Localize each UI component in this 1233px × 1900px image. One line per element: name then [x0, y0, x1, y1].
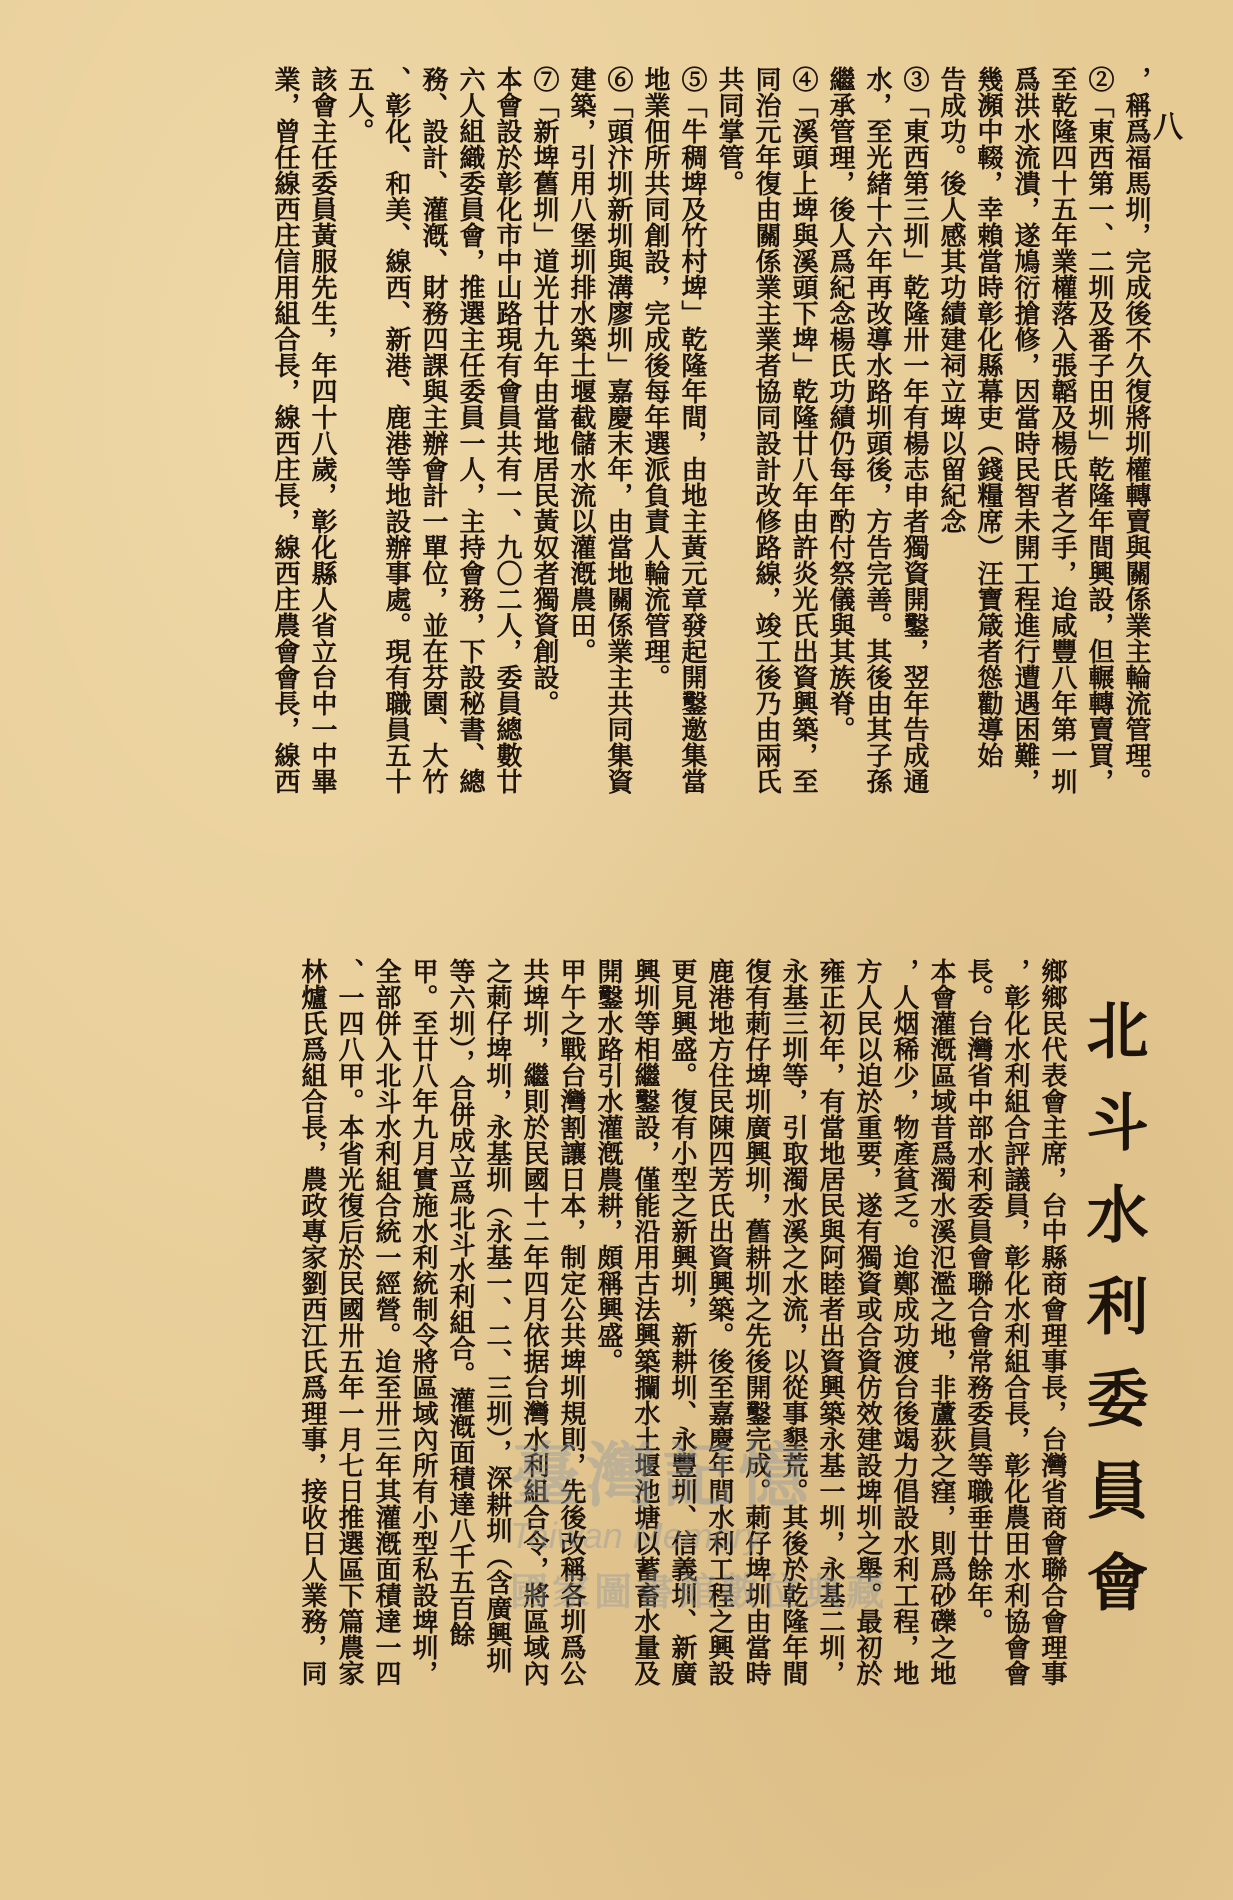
- top-text-band: [92, 66, 1154, 914]
- top-text-column: 告成功。後人感其功績建祠立埤以留紀念: [936, 66, 966, 534]
- watermark-en: Taiwan Memory: [510, 1515, 763, 1556]
- top-text-column: 繼承管理，後人爲紀念楊氏功績仍每年酌付祭儀與其族脊。: [825, 66, 855, 742]
- bottom-text-column: 興圳等相繼鑿設，僅能沿用古法興築攔水土堰池塘以蓄畜水量及: [630, 958, 660, 1686]
- watermark-sub: 國家圖書館數位典藏: [510, 1569, 889, 1614]
- bottom-text-column: 永基三圳等，引取濁水溪之水流，以從事墾荒。其後於乾隆年間: [778, 958, 808, 1686]
- top-text-column: 建築，引用八堡圳排水築土堰截儲水流以灌漑農田。: [566, 66, 596, 664]
- bottom-text-column: 、一四八甲。本省光復后於民國卅五年一月七日推選區下篇農家: [334, 958, 364, 1686]
- top-text-column: ⑤「牛稠埤及竹村埤」乾隆年間，由地主黃元章發起開鑿邀集當: [677, 66, 707, 794]
- article-title: 北斗水利委員會: [1076, 998, 1149, 1642]
- top-text-column: 同治元年復由關係業主業者協同設計改修路線，竣工後乃由兩氏: [751, 66, 781, 794]
- bottom-text-column: 開鑿水路引水灌漑農耕，頗稱興盛。: [593, 958, 623, 1374]
- top-text-column: 五人。: [344, 66, 374, 144]
- page-number: 八: [1153, 110, 1183, 145]
- bottom-text-column: ，彰化水利組合評議員，彰化水利組合長，彰化農田水利協會會: [1000, 958, 1030, 1686]
- bottom-text-column: 鹿港地方住民陳四芳氏出資興築。後至嘉慶年間水利工程之興設: [704, 958, 734, 1686]
- top-text-column: ⑥「頭汴圳新圳與溝廖圳」嘉慶末年，由當地關係業主共同集資: [603, 66, 633, 794]
- top-text-column: ，稱爲福馬圳，完成後不久復將圳權轉賣與關係業主輪流管理。: [1121, 66, 1151, 794]
- bottom-text-column: 甲午之戰台灣割讓日本，制定公共埤圳規則，先後改稱各圳爲公: [556, 958, 586, 1686]
- bottom-text-column: 甲。至廿八年九月實施水利統制令將區域內所有小型私設埤圳，: [408, 958, 438, 1686]
- bottom-text-column: 之莿仔埤圳，永基圳（永基一、二、三圳），深耕圳（含廣興圳: [482, 958, 512, 1673]
- top-text-column: 地業佃所共同創設，完成後每年選派負責人輪流管理。: [640, 66, 670, 690]
- top-text-column: 爲洪水流潰，遂鳩衍搶修，因當時民智未開工程進行遭遇困難，: [1010, 66, 1040, 794]
- bottom-text-column: 等六圳），合併成立爲北斗水利組合。灌漑面積達八千五百餘: [445, 958, 475, 1647]
- bottom-text-column: 全部併入北斗水利組合統一經營。迨至卅三年其灌漑面積達一四: [371, 958, 401, 1686]
- top-text-column: 幾瀕中輟，幸賴當時彰化縣幕吏（錢糧席）汪寶箴者慫勸導始: [973, 66, 1003, 768]
- bottom-text-column: 林爐氏爲組合長，農政專家劉西江氏爲理事，接收日人業務，同: [297, 958, 327, 1686]
- bottom-text-column: 共埤圳，繼則於民國十二年四月依据台灣水利組合令，將區域內: [519, 958, 549, 1686]
- top-text-column: ③「東西第三圳」乾隆卅一年有楊志申者獨資開鑿，翌年告成通: [899, 66, 929, 794]
- top-text-column: 本會設於彰化市中山路現有會員共有一、九〇二人，委員總數廿: [492, 66, 522, 794]
- top-text-column: ②「東西第一、二圳及番子田圳」乾隆年間興設，但輾轉賣買，: [1084, 66, 1114, 794]
- top-text-column: ④「溪頭上埤與溪頭下埤」乾隆廿八年由許炎光氏出資興築，至: [788, 66, 818, 794]
- top-text-column: 業，曾任線西庄信用組合長，線西庄長，線西庄農會會長，線西: [270, 66, 300, 794]
- top-text-column: 、彰化、和美、線西、新港、鹿港等地設辦事處。現有職員五十: [381, 66, 411, 794]
- top-text-column: 至乾隆四十五年業權落入張韜及楊氏者之手，迨咸豐八年第一圳: [1047, 66, 1077, 794]
- bottom-text-column: ，人烟稀少，物產貧乏。迨鄭成功渡台後竭力倡設水利工程，地: [889, 958, 919, 1686]
- watermark-cn: 臺灣記憶: [510, 1434, 814, 1517]
- top-text-column: 水，至光緒十六年再改導水路圳頭後，方告完善。其後由其子孫: [862, 66, 892, 794]
- top-text-column: ⑦「新埤舊圳」道光廿九年由當地居民黃奴者獨資創設。: [529, 66, 559, 716]
- bottom-text-column: 長。台灣省中部水利委員會聯合會常務委員等職垂廿餘年。: [963, 958, 993, 1634]
- bottom-text-column: 本會灌漑區域昔爲濁水溪氾濫之地，非蘆荻之窪，則爲砂礫之地: [926, 958, 956, 1686]
- top-text-column: 務、設計、灌漑、財務四課與主辦會計一單位，並在芬園、大竹: [418, 66, 448, 794]
- top-text-column: 該會主任委員黃服先生，年四十八歲，彰化縣人省立台中一中畢: [307, 66, 337, 794]
- bottom-text-column: 復有莿仔埤圳廣興圳，舊耕圳之先後開鑿完成。莿仔埤圳由當時: [741, 958, 771, 1686]
- top-text-column: 共同掌管。: [714, 66, 744, 196]
- top-text-column: 六人組織委員會，推選主任委員一人，主持會務，下設秘書、總: [455, 66, 485, 794]
- bottom-text-column: 雍正初年，有當地居民與阿睦者出資興築永基一圳，永基二圳，: [815, 958, 845, 1686]
- bottom-text-column: 方人民以迫於重要，遂有獨資或合資仿效建設埤圳之舉。最初於: [852, 958, 882, 1686]
- bottom-text-column: 更見興盛。復有小型之新興圳，新耕圳、永豐圳、信義圳、新廣: [667, 958, 697, 1686]
- bottom-text-column: 鄉鄉民代表會主席，台中縣商會理事長，台灣省商會聯合會理事: [1037, 958, 1067, 1686]
- bottom-text-band: [92, 958, 1154, 1838]
